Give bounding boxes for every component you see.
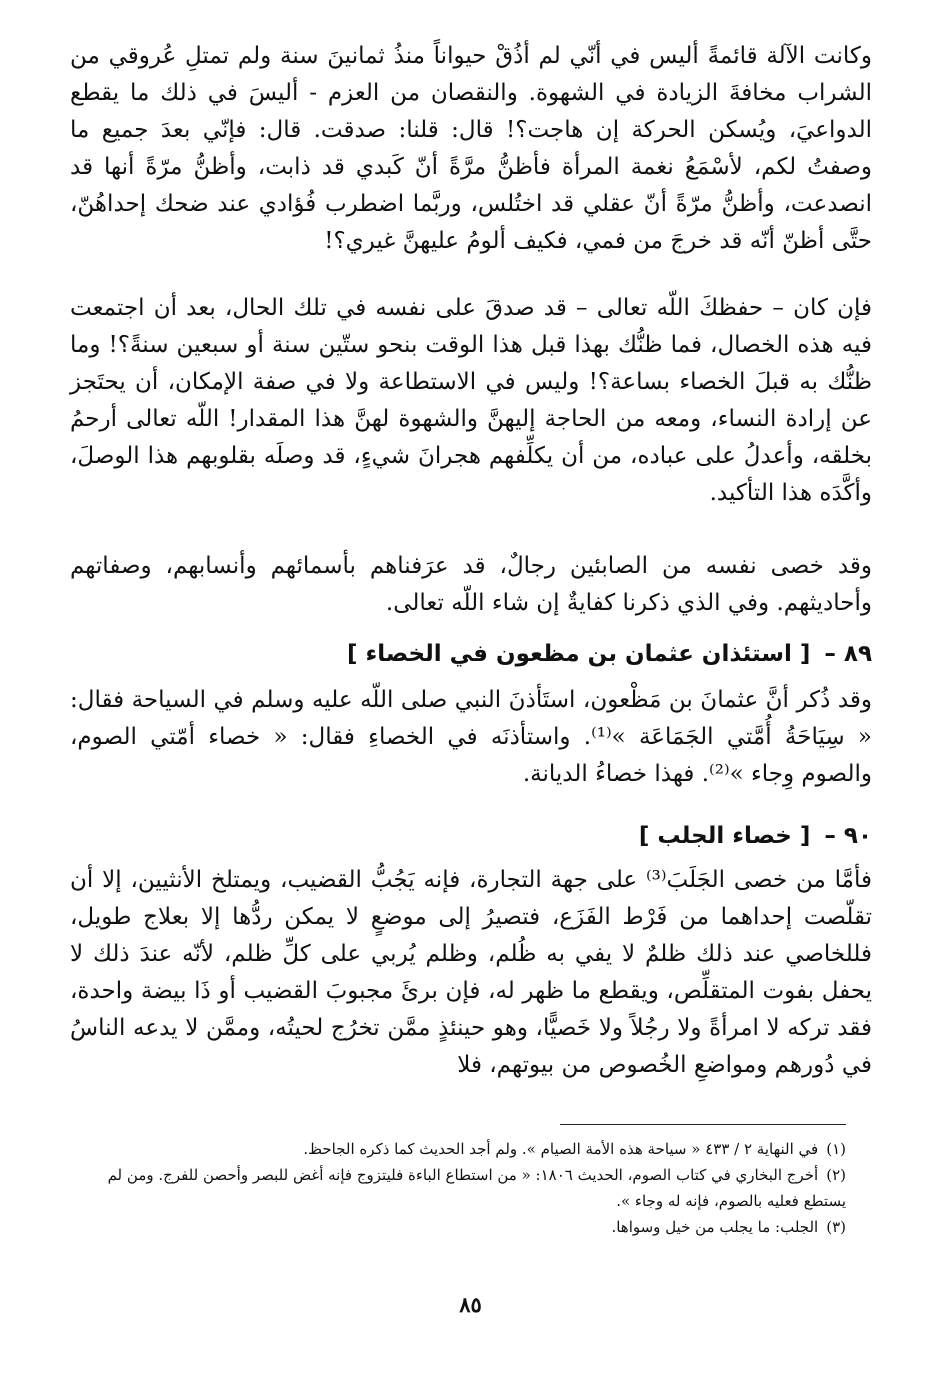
paragraph-2: فإن كان – حفظكَ اللّه تعالى – قد صدقَ على نفسه في تلك الحال، بعد أن اجتمعت فيه هذه الخصال، فما ظنُّك بهذا قبل هذا الوقت بنحو ستّين سنة أو سبعين سنةً؟! وما ظنُّك به قبلَ الخصاء بساعة؟! وليس في الاستطاعة ولا في صفة الإمكان، أن يحتَجز عن إرادة النساء، ومعه من الحاجة إليهنَّ والشهوة لهنَّ هذا المقدار! اللّه تعالى أرحمُ بخلقه، وأعدلُ على عباده، من أن يكلِّفهم هجرانَ شيءٍ، قد وصلَه بقلوبهم هذا الوصلَ، وأكَّدَه هذا التأكيد. <box>70 295 872 506</box>
paragraph-section-90: فأمَّا من خصى الجَلَبَ⁽³⁾ على جهة التجارة، فإنه يَجُبُّ القضيب، ويمتلخ الأنثيين، إلا أن تقلّصت إحداهما من فَرْط الفَزَع، فتصيرُ إلى موضعٍ لا يمكن ردُّها إلا بعلاج طويل، فللخاصي عند ذلك ظلمٌ لا يفي به ظُلم، وظلم يُربي على كلِّ ظلم، لأنّه عندَ ذلك لا يحفل بفوت المتقلِّص، ويقطع ما ظهر له، فإن برئَ مجبوبَ القضيب أو ذَا بيضة واحدة، فقد تركه لا امرأةً ولا رجُلاً ولا خَصيًّا، وهو حينئذٍ ممَّن تخرُج لحيتُه، وممَّن لا يدعه الناسُ في دُورهم ومواضعِ الخُصوص من بيوتهم، فلا <box>70 867 872 1078</box>
footnotes <box>70 1136 846 1240</box>
footnote-1: (١)في النهاية ٢ / ٤٣٣ « سياحة هذه الأمة الصيام ». ولم أجد الحديث كما ذكره الجاحظ. <box>303 1140 846 1158</box>
section-title-90: [ خصاء الجلب ] <box>638 823 811 849</box>
paragraph-section-89: وقد ذُكر أنَّ عثمانَ بن مَظْعون، استَأذنَ النبي صلى اللّه عليه وسلم في السياحة فقال: « سِيَاحَةُ أُمَّتي الجَمَاعَة »⁽¹⁾. واستأذنَه في الخصاءِ فقال: « خصاء أمّتي الصوم، والصوم وِجاء »⁽²⁾. فهذا خصاءُ الديانة. <box>70 687 872 787</box>
section-heading-90 <box>70 818 872 854</box>
page-number: ٨٥ <box>459 1292 482 1317</box>
section-number-90: ٩٠ – <box>824 823 872 849</box>
footnote-3: (٣)الجلب: ما يجلب من خيل وسواها. <box>611 1218 846 1236</box>
paragraph-1: وكانت الآلة قائمةً أليس في أنّي لم أذُقْ حيواناً منذُ ثمانينَ سنة ولم تمتلِ عُروقي من الشراب مخافةَ الزيادة في الشهوة. والنقصان من العزم - أليسَ في ذلك ما يقطع الدواعيَ، ويُسكن الحركة إن هاجت؟! قال: قلنا: صدقت. قال: فإنّي بعدَ جميع ما وصفتُ لكم، لأسْمَعُ نغمة المرأة فأظنُّ مرَّةً أنّ كَبدي قد ذابت، وأظنُّ مرّةً أنها قد انصدعت، وأظنُّ مرّةً أنّ عقلي قد اختُلس، وربَّما اضطرب فُؤادي عند ضحك إحداهُنّ، حتَّى أظنّ أنّه قد خرجَ من فمي، فكيف ألومُ عليهنَّ غيري؟! <box>70 43 872 254</box>
paragraph-3: وقد خصى نفسه من الصابئين رجالٌ، قد عرَفناهم بأسمائهم وأنسابهم، وصفاتهم وأحاديثهم. وفي الذي ذكرنا كفايةٌ إن شاء اللّه تعالى. <box>70 553 872 616</box>
footnote-separator <box>560 1124 846 1125</box>
section-heading-89 <box>70 636 872 672</box>
section-title-89: [ استئذان عثمان بن مظعون في الخصاء ] <box>346 641 811 667</box>
section-number-89: ٨٩ – <box>824 641 872 667</box>
footnote-2: (٢)أخرج البخاري في كتاب الصوم، الحديث ١٨٠٦: « من استطاع الباءة فليتزوج فإنه أغض للبصر وأحصن للفرج. ومن لم يستطع فعليه بالصوم، فإنه له وجاء ». <box>107 1166 846 1210</box>
